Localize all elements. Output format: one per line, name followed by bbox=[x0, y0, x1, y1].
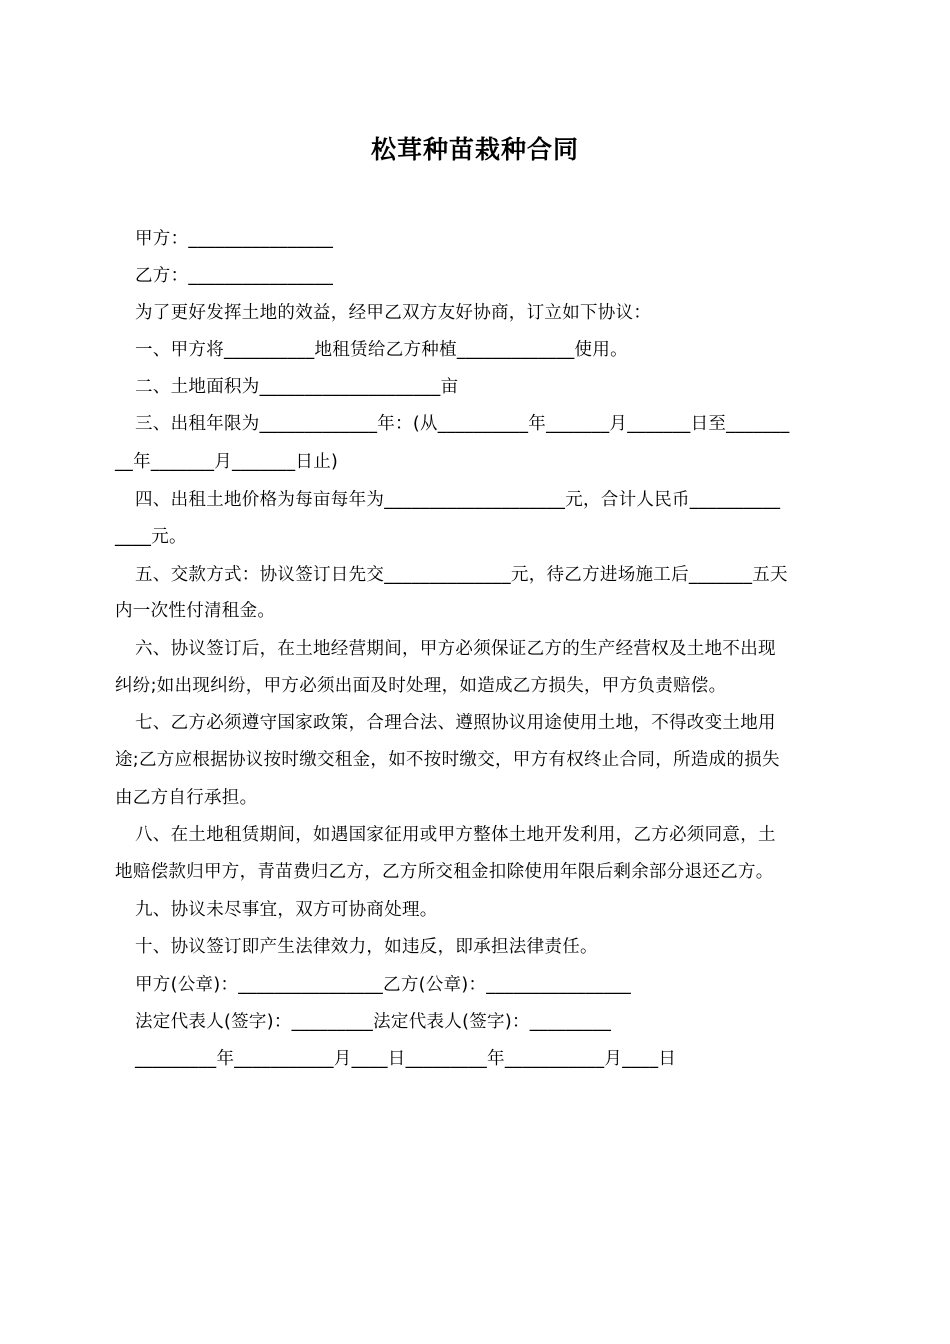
clause-9: 九、协议未尽事宜，双方可协商处理。 bbox=[135, 900, 438, 920]
party-b-line: 乙方：________________ bbox=[135, 266, 334, 286]
clause-6-line-2: 纠纷;如出现纠纷，甲方必须出面及时处理，如造成乙方损失，甲方负责赔偿。 bbox=[115, 676, 727, 696]
clause-2: 二、土地面积为____________________亩 bbox=[135, 377, 459, 397]
clause-8-line-1: 八、在土地租赁期间，如遇国家征用或甲方整体土地开发利用，乙方必须同意，土 bbox=[135, 825, 776, 845]
clause-8-line-2: 地赔偿款归甲方，青苗费归乙方，乙方所交租金扣除使用年限后剩余部分退还乙方。 bbox=[115, 862, 774, 882]
signature-seal-line: 甲方(公章)：________________乙方(公章)：________________ bbox=[135, 975, 632, 995]
clause-7-line-2: 途;乙方应根据协议按时缴交租金，如不按时缴交，甲方有权终止合同，所造成的损失 bbox=[115, 750, 780, 770]
clause-4-line-2: ____元。 bbox=[115, 527, 187, 547]
document-title: 松茸种苗栽种合同 bbox=[370, 135, 579, 164]
clause-6-line-1: 六、协议签订后，在土地经营期间，甲方必须保证乙方的生产经营权及土地不出现 bbox=[135, 639, 776, 659]
preamble: 为了更好发挥土地的效益，经甲乙双方友好协商，订立如下协议： bbox=[135, 303, 652, 323]
signature-date-line: _________年___________月____日_________年___________月____日 bbox=[135, 1049, 677, 1069]
clause-5-line-1: 五、交款方式：协议签订日先交______________元，待乙方进场施工后_______五天 bbox=[135, 565, 788, 585]
clause-3-line-2: __年_______月_______日止) bbox=[115, 452, 339, 472]
clause-7-line-1: 七、乙方必须遵守国家政策，合理合法、遵照协议用途使用土地，不得改变土地用 bbox=[135, 713, 776, 733]
clause-10: 十、协议签订即产生法律效力，如违反，即承担法律责任。 bbox=[135, 937, 598, 957]
signature-representative-line: 法定代表人(签字)：_________法定代表人(签字)：_________ bbox=[135, 1012, 612, 1032]
clause-4-line-1: 四、出租土地价格为每亩每年为____________________元，合计人民币__________ bbox=[135, 490, 781, 510]
clause-7-line-3: 由乙方自行承担。 bbox=[115, 788, 258, 808]
clause-1: 一、甲方将__________地租赁给乙方种植_____________使用。 bbox=[135, 340, 628, 360]
clause-3-line-1: 三、出租年限为_____________年：(从__________年_______月_______日至_______ bbox=[135, 414, 790, 434]
clause-5-line-2: 内一次性付清租金。 bbox=[115, 601, 276, 621]
party-a-line: 甲方：________________ bbox=[135, 229, 334, 249]
